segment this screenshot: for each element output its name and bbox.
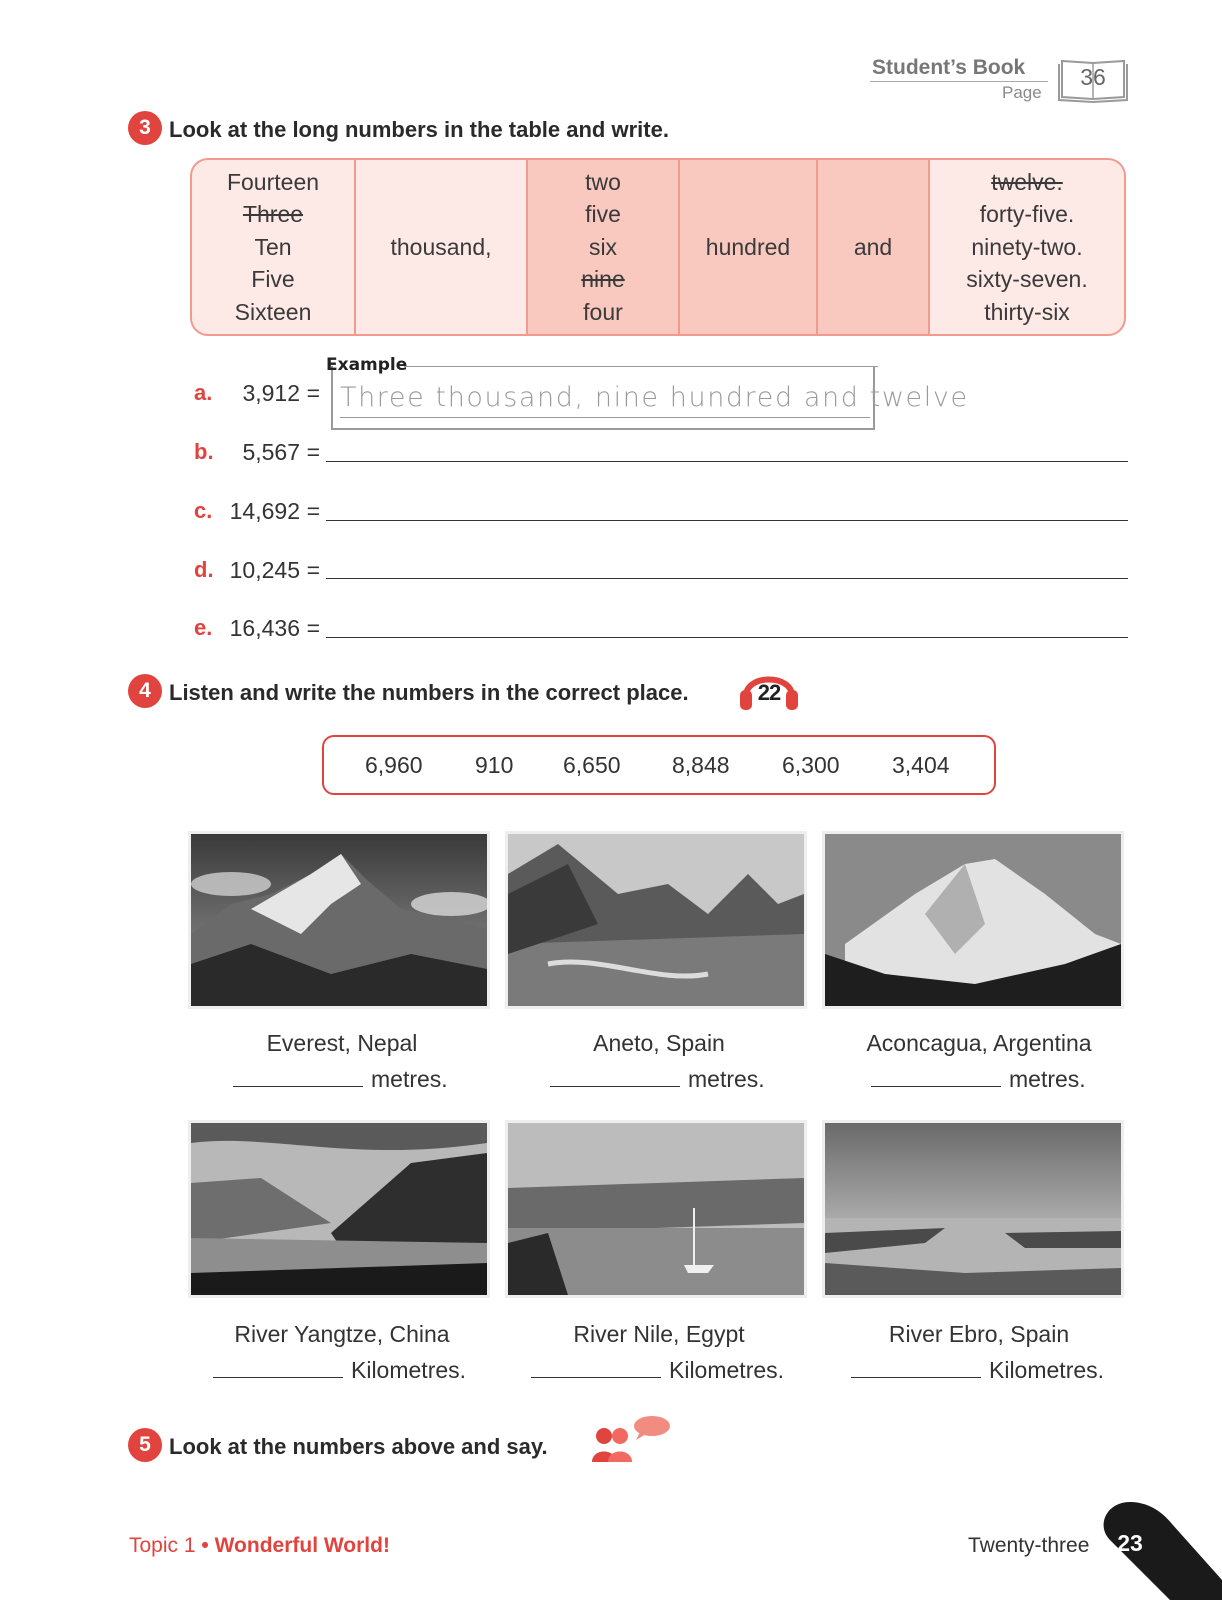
table-word: hundred	[705, 233, 791, 260]
aneto-answer-line[interactable]	[550, 1086, 680, 1087]
question-a-letter: a.	[194, 380, 213, 405]
table-col-hundreds	[528, 160, 680, 334]
question-c-number: 14,692	[229, 498, 300, 524]
table-word: four	[583, 298, 623, 325]
topic-number: Topic 1	[129, 1534, 196, 1557]
question-d-letter: d.	[194, 557, 214, 582]
number-option: 6,650	[563, 752, 621, 778]
table-word: Sixteen	[234, 298, 312, 325]
caption-everest: Everest, Nepal	[266, 1030, 418, 1056]
header-divider	[870, 81, 1048, 82]
table-col-hundred	[680, 160, 818, 334]
aconcagua-photo	[822, 831, 1124, 1009]
table-col-numbers	[192, 160, 356, 334]
ebro-unit: Kilometres.	[989, 1357, 1105, 1383]
question-e-letter: e.	[194, 615, 213, 640]
page-label: Page	[1002, 83, 1042, 102]
table-word: two	[585, 168, 621, 195]
yangtze-unit: Kilometres.	[351, 1357, 467, 1383]
number-option: 910	[475, 752, 514, 778]
nile-unit: Kilometres.	[669, 1357, 785, 1383]
nile-photo	[505, 1120, 807, 1298]
table-word: Ten	[254, 233, 292, 260]
yangtze-answer-line[interactable]	[213, 1377, 343, 1378]
table-word: thousand,	[390, 233, 492, 260]
caption-nile: River Nile, Egypt	[573, 1321, 745, 1347]
question-b-number: 5,567	[242, 439, 300, 465]
exercise-3-badge: 3	[128, 111, 162, 145]
number-option: 6,300	[782, 752, 840, 778]
table-word: five	[585, 201, 621, 228]
number-word-table	[190, 158, 1126, 336]
caption-ebro: River Ebro, Spain	[888, 1321, 1070, 1347]
topic-bullet: •	[201, 1534, 209, 1557]
speaking-people-icon	[590, 1414, 672, 1464]
aneto-unit: metres.	[688, 1066, 765, 1092]
page-reference: 36	[1080, 64, 1106, 90]
question-e-number: 16,436	[229, 615, 300, 641]
question-c-equals: =	[306, 498, 320, 524]
page-number: 23	[1117, 1530, 1143, 1556]
table-word: sixty-seven.	[966, 266, 1088, 293]
exercise-4-badge: 4	[128, 674, 162, 708]
question-e-equals: =	[306, 615, 320, 641]
table-col-tens	[930, 160, 1124, 334]
everest-photo	[188, 831, 490, 1009]
ebro-photo	[822, 1120, 1124, 1298]
book-label: Student’s Book	[872, 56, 1026, 79]
everest-unit: metres.	[371, 1066, 448, 1092]
question-c-answer-line[interactable]	[326, 520, 1128, 521]
exercise-4-title: Listen and write the numbers in the correct place.	[169, 680, 689, 705]
table-col-thousand	[356, 160, 528, 334]
aconcagua-unit: metres.	[1009, 1066, 1086, 1092]
caption-yangtze: River Yangtze, China	[234, 1321, 450, 1347]
example-label: Example	[326, 355, 408, 375]
question-d-equals: =	[306, 557, 320, 583]
table-word-crossed: nine	[581, 266, 625, 293]
audio-track-number: 22	[757, 680, 781, 705]
question-d-answer-line[interactable]	[326, 578, 1128, 579]
aneto-photo	[505, 831, 807, 1009]
caption-aconcagua: Aconcagua, Argentina	[866, 1030, 1092, 1056]
number-option: 6,960	[365, 752, 423, 778]
exercise-5-badge: 5	[128, 1428, 162, 1462]
question-c-letter: c.	[194, 498, 213, 523]
table-word-crossed: Three	[242, 201, 304, 228]
table-word: thirty-six	[984, 298, 1070, 325]
exercise-5-title: Look at the numbers above and say.	[169, 1434, 548, 1459]
question-b-equals: =	[306, 439, 320, 465]
nile-answer-line[interactable]	[531, 1377, 661, 1378]
everest-answer-line[interactable]	[233, 1086, 363, 1087]
number-option: 3,404	[892, 752, 950, 778]
question-e-answer-line[interactable]	[326, 637, 1128, 638]
example-answer: Three thousand, nine hundred and twelve	[340, 382, 969, 413]
table-word: six	[588, 233, 618, 260]
footer-topic	[129, 1534, 390, 1558]
question-a-equals: =	[306, 380, 320, 406]
table-word: ninety-two.	[971, 233, 1083, 260]
question-a-number: 3,912	[242, 380, 300, 406]
question-b-letter: b.	[194, 439, 214, 464]
page-number-word: Twenty-three	[968, 1534, 1090, 1557]
caption-aneto: Aneto, Spain	[593, 1030, 725, 1056]
exercise-3-title: Look at the long numbers in the table and write.	[169, 117, 669, 142]
ebro-answer-line[interactable]	[851, 1377, 981, 1378]
example-box-top-border	[404, 366, 878, 367]
table-word-crossed: twelve.	[991, 168, 1063, 195]
question-b-answer-line[interactable]	[326, 461, 1128, 462]
yangtze-photo	[188, 1120, 490, 1298]
table-word: and	[853, 233, 893, 260]
table-col-and	[818, 160, 930, 334]
topic-name: Wonderful World!	[214, 1534, 390, 1557]
table-word: Five	[251, 266, 295, 293]
aconcagua-answer-line[interactable]	[871, 1086, 1001, 1087]
question-d-number: 10,245	[229, 557, 300, 583]
table-word: forty-five.	[979, 201, 1075, 228]
number-option: 8,848	[672, 752, 730, 778]
example-underline	[340, 417, 870, 418]
table-word: Fourteen	[226, 168, 320, 195]
